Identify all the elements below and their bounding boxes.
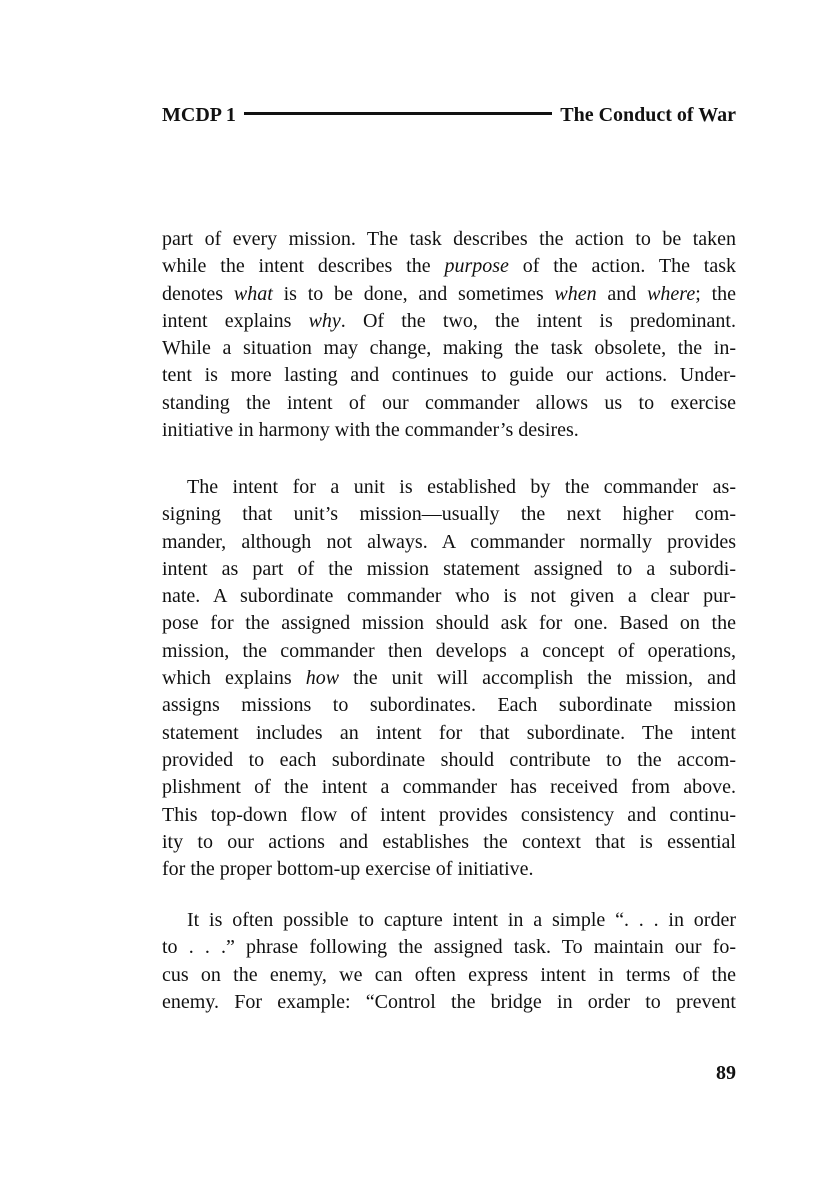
text-span: It is often possible to capture intent in a simple “. . . in order [187,909,736,931]
text-line [162,253,736,280]
text-span: plishment of the intent a commander has received from above. [162,776,736,799]
italic-text: purpose [444,255,509,278]
text-line [162,989,736,1016]
text-span: enemy. For example: “Control the bridge in order to prevent [162,990,736,1013]
text-span: intent explains [162,309,309,332]
text-span: mander, although not always. A commander normally provides [162,530,736,553]
text-span: The intent for a unit is established by the commander as- [187,476,736,498]
text-span: . Of the two, the intent is predominant. [340,309,736,332]
text-line [162,962,736,989]
text-span: to . . .” phrase following the assigned task. To maintain our fo- [162,936,736,959]
text-line [162,362,736,389]
text-line [162,774,736,801]
text-line [162,281,736,308]
text-line [162,907,736,934]
page-number: 89 [716,1062,736,1084]
text-line [162,720,736,747]
text-line [162,665,736,692]
text-span: mission, the commander then develops a concept of operations, [162,639,736,662]
paragraph-2 [162,474,736,883]
text-span: cus on the enemy, we can often express intent in terms of the [162,963,736,986]
italic-text: why [308,309,341,332]
text-line [162,417,736,444]
text-span: is to be done, and sometimes [272,282,555,305]
text-span: while the intent describes the [162,255,445,278]
header-left: MCDP 1 [162,103,236,126]
text-span: and [596,282,648,305]
text-line [162,747,736,774]
text-line [162,638,736,665]
paragraph-3 [162,907,736,1016]
text-span: standing the intent of our commander allows us to exercise [162,391,736,414]
italic-text: where [647,282,696,305]
text-line [162,583,736,610]
text-span: intent as part of the mission statement assigned to a subordi- [162,557,736,580]
text-span: part of every mission. The task describes the action to be taken [162,228,736,250]
text-span: signing that unit’s mission—usually the next higher com- [162,503,736,526]
italic-text: what [233,282,273,305]
text-span: While a situation may change, making the task obsolete, the in- [162,337,736,360]
text-span: for the proper bottom-up exercise of initiative. [162,858,534,881]
text-line [162,556,736,583]
text-span: pose for the assigned mission should ask for one. Based on the [162,612,736,635]
text-line [162,308,736,335]
text-line [162,501,736,528]
header-rule [244,112,552,115]
text-line [162,934,736,961]
text-span: statement includes an intent for that subordinate. The intent [162,721,736,744]
running-header [162,101,736,129]
text-span: ; the [695,282,736,305]
text-span: denotes [162,282,234,305]
text-span: nate. A subordinate commander who is not given a clear pur- [162,585,736,608]
italic-text: when [554,282,597,305]
text-line [162,335,736,362]
text-line [162,610,736,637]
text-span: which explains [162,667,306,690]
text-span: provided to each subordinate should contribute to the accom- [162,748,736,771]
text-line [162,692,736,719]
text-line [162,474,736,501]
text-line [162,802,736,829]
text-span: ity to our actions and establishes the context that is essential [162,830,736,853]
header-right: The Conduct of War [560,103,736,126]
text-span: of the action. The task [508,255,736,278]
text-span: initiative in harmony with the commander’s desires. [162,419,579,442]
text-line [162,390,736,417]
text-line [162,829,736,856]
text-span: tent is more lasting and continues to guide our actions. Under- [162,364,736,387]
text-line [162,529,736,556]
text-line [162,856,736,883]
text-line [162,226,736,253]
italic-text: how [305,667,340,690]
text-span: assigns missions to subordinates. Each subordinate mission [162,694,736,717]
text-span: This top-down flow of intent provides consistency and continu- [162,803,736,826]
text-span: the unit will accomplish the mission, and [339,667,736,690]
paragraph-1 [162,226,736,444]
